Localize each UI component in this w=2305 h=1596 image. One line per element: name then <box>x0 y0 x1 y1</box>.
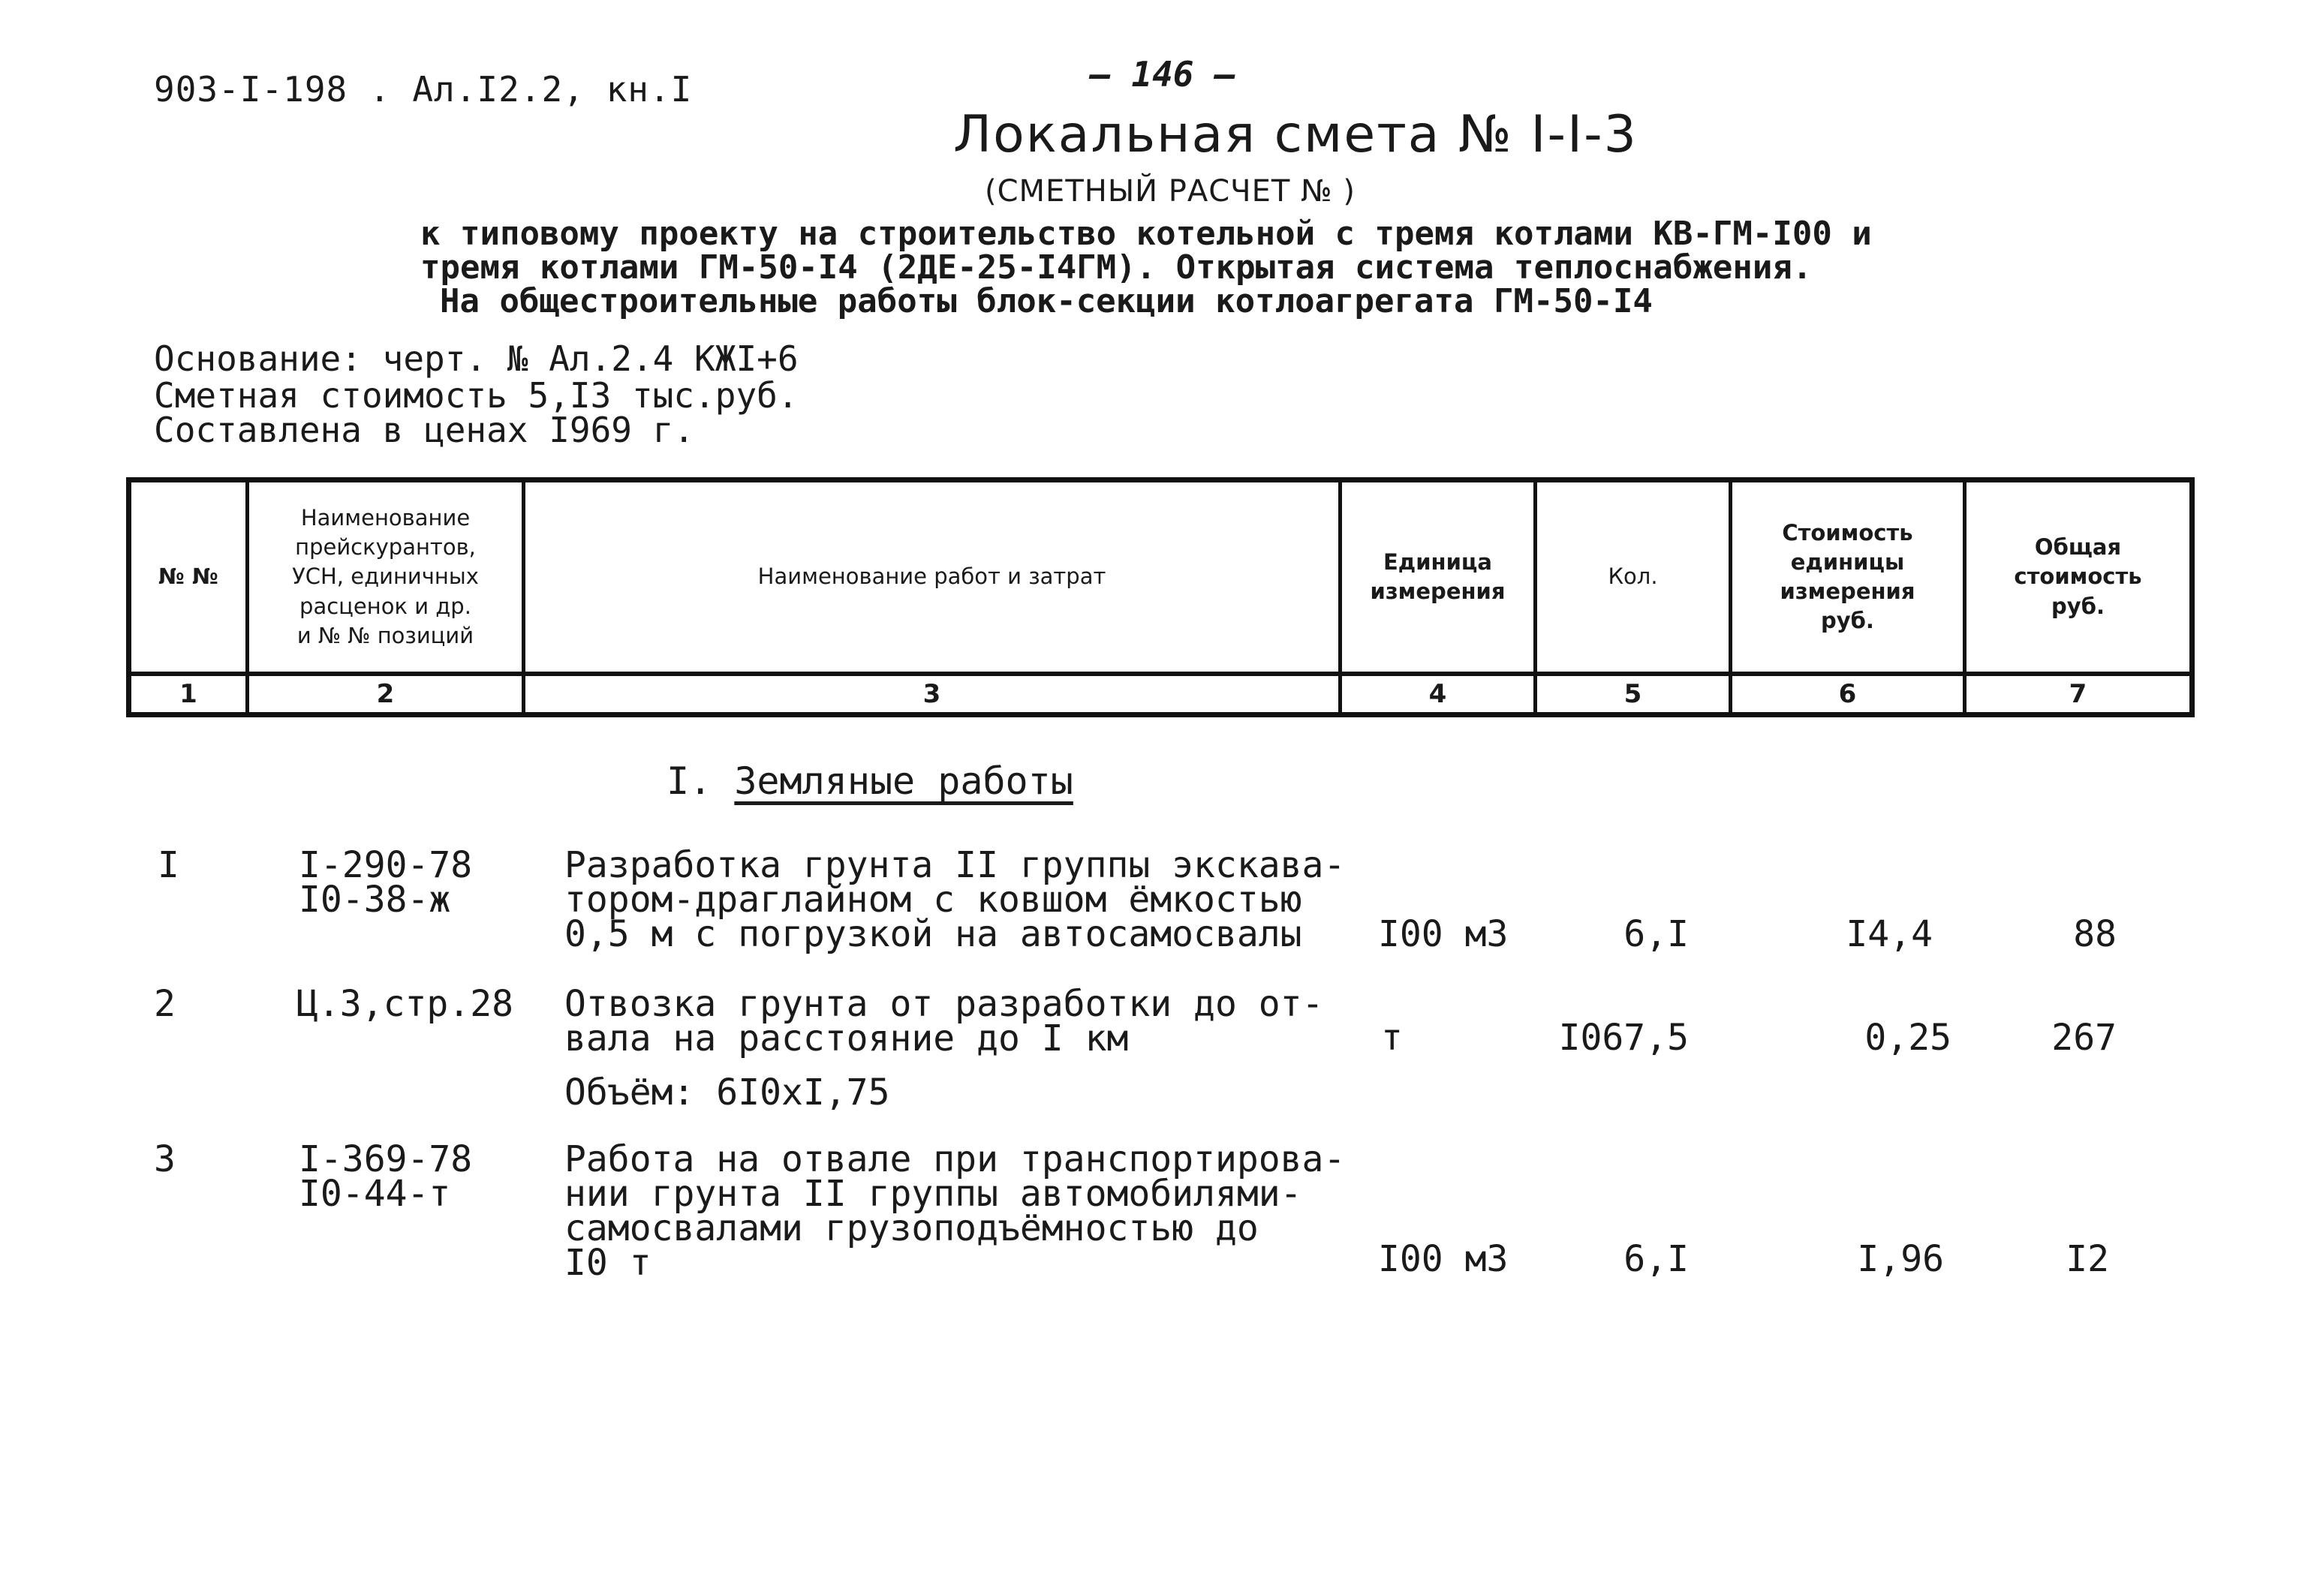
section-name: Земляные работы <box>734 759 1073 803</box>
column-7 <box>1966 482 2189 712</box>
column-6-number: 6 <box>1732 672 1963 712</box>
row-price-code: I-290-78 I0-38-ж <box>299 844 473 921</box>
column-5-header: Кол. <box>1608 564 1658 590</box>
column-6-header: Стоимость единицы измерения руб. <box>1780 519 1915 634</box>
column-1-header: № № <box>158 564 218 590</box>
column-3-header: Наименование работ и затрат <box>757 564 1106 590</box>
column-2-header: Наименование прейскурантов, УСН, единичных расценок и др. и № № позиций <box>292 505 479 648</box>
row-number: 2 <box>154 983 176 1025</box>
estimate-subtitle: (СМЕТНЫЙ РАСЧЕТ № ) <box>985 174 1356 209</box>
row-description: Разработка грунта II группы экскава- тором-драглайном с ковшом ёмкостью 0,5 м с погрузкой на автосамосвалы <box>564 844 1346 955</box>
row-unit-price: I,96 <box>1857 1238 1944 1280</box>
column-2-number: 2 <box>249 672 522 712</box>
column-4-number: 4 <box>1342 672 1533 712</box>
column-6 <box>1732 482 1966 712</box>
project-description-line-1: к типовому проекту на строительство котельной с тремя котлами КВ-ГМ-I00 и <box>420 215 1872 253</box>
column-7-header: Общая стоимость руб. <box>2014 534 2142 619</box>
column-4-header: Единица измерения <box>1370 549 1506 604</box>
row-description: Отвозка грунта от разработки до от- вала на расстояние до I км <box>564 983 1324 1059</box>
row-unit: I00 м3 <box>1378 913 1509 955</box>
column-3-number: 3 <box>525 672 1338 712</box>
row-unit-price: 0,25 <box>1864 1017 1951 1059</box>
row-unit: I00 м3 <box>1378 1238 1509 1280</box>
project-description-line-2: тремя котлами ГМ-50-I4 (2ДЕ-25-I4ГМ). Открытая система теплоснабжения. <box>420 248 1813 287</box>
row-total: I2 <box>2066 1238 2109 1280</box>
row-price-code: Ц.3,стр.28 <box>296 983 513 1025</box>
row-total: 88 <box>2073 913 2117 955</box>
column-4 <box>1342 482 1537 712</box>
column-7-number: 7 <box>1966 672 2189 712</box>
estimated-cost: Сметная стоимость 5,I3 тыс.руб. <box>154 375 799 416</box>
estimate-title: Локальная смета № I-I-3 <box>953 105 1638 164</box>
column-5-number: 5 <box>1537 672 1729 712</box>
row-quantity: 6,I <box>1623 1238 1689 1280</box>
row-number: 3 <box>154 1138 176 1180</box>
estimate-table-header <box>126 477 2195 717</box>
row-quantity: I067,5 <box>1558 1017 1689 1059</box>
column-2 <box>249 482 525 712</box>
section-prefix: I. <box>667 759 712 803</box>
row-total: 267 <box>2051 1017 2117 1059</box>
row-price-code: I-369-78 I0-44-т <box>299 1138 473 1215</box>
section-title <box>667 759 1073 803</box>
row-unit: т <box>1381 1017 1403 1059</box>
row-quantity: 6,I <box>1623 913 1689 955</box>
row-volume-note: Объём: 6I0xI,75 <box>564 1072 890 1114</box>
price-year: Составлена в ценах I969 г. <box>154 410 695 450</box>
basis-drawing: Основание: черт. № Ал.2.4 КЖI+6 <box>154 338 799 379</box>
column-3 <box>525 482 1342 712</box>
row-unit-price: I4,4 <box>1846 913 1933 955</box>
column-1 <box>131 482 249 712</box>
column-1-number: 1 <box>131 672 245 712</box>
row-number: I <box>158 844 179 886</box>
document-code: 903-I-198 . Ал.I2.2, кн.I <box>154 69 693 110</box>
page-number: — 146 — <box>1090 54 1235 95</box>
project-description-line-3: На общестроительные работы блок-секции котлоагрегата ГМ-50-I4 <box>440 282 1653 320</box>
column-5 <box>1537 482 1732 712</box>
row-description: Работа на отвале при транспортирова- нии грунта II группы автомобилями- самосвалами грузоподъёмностью до I0 т <box>564 1138 1346 1284</box>
